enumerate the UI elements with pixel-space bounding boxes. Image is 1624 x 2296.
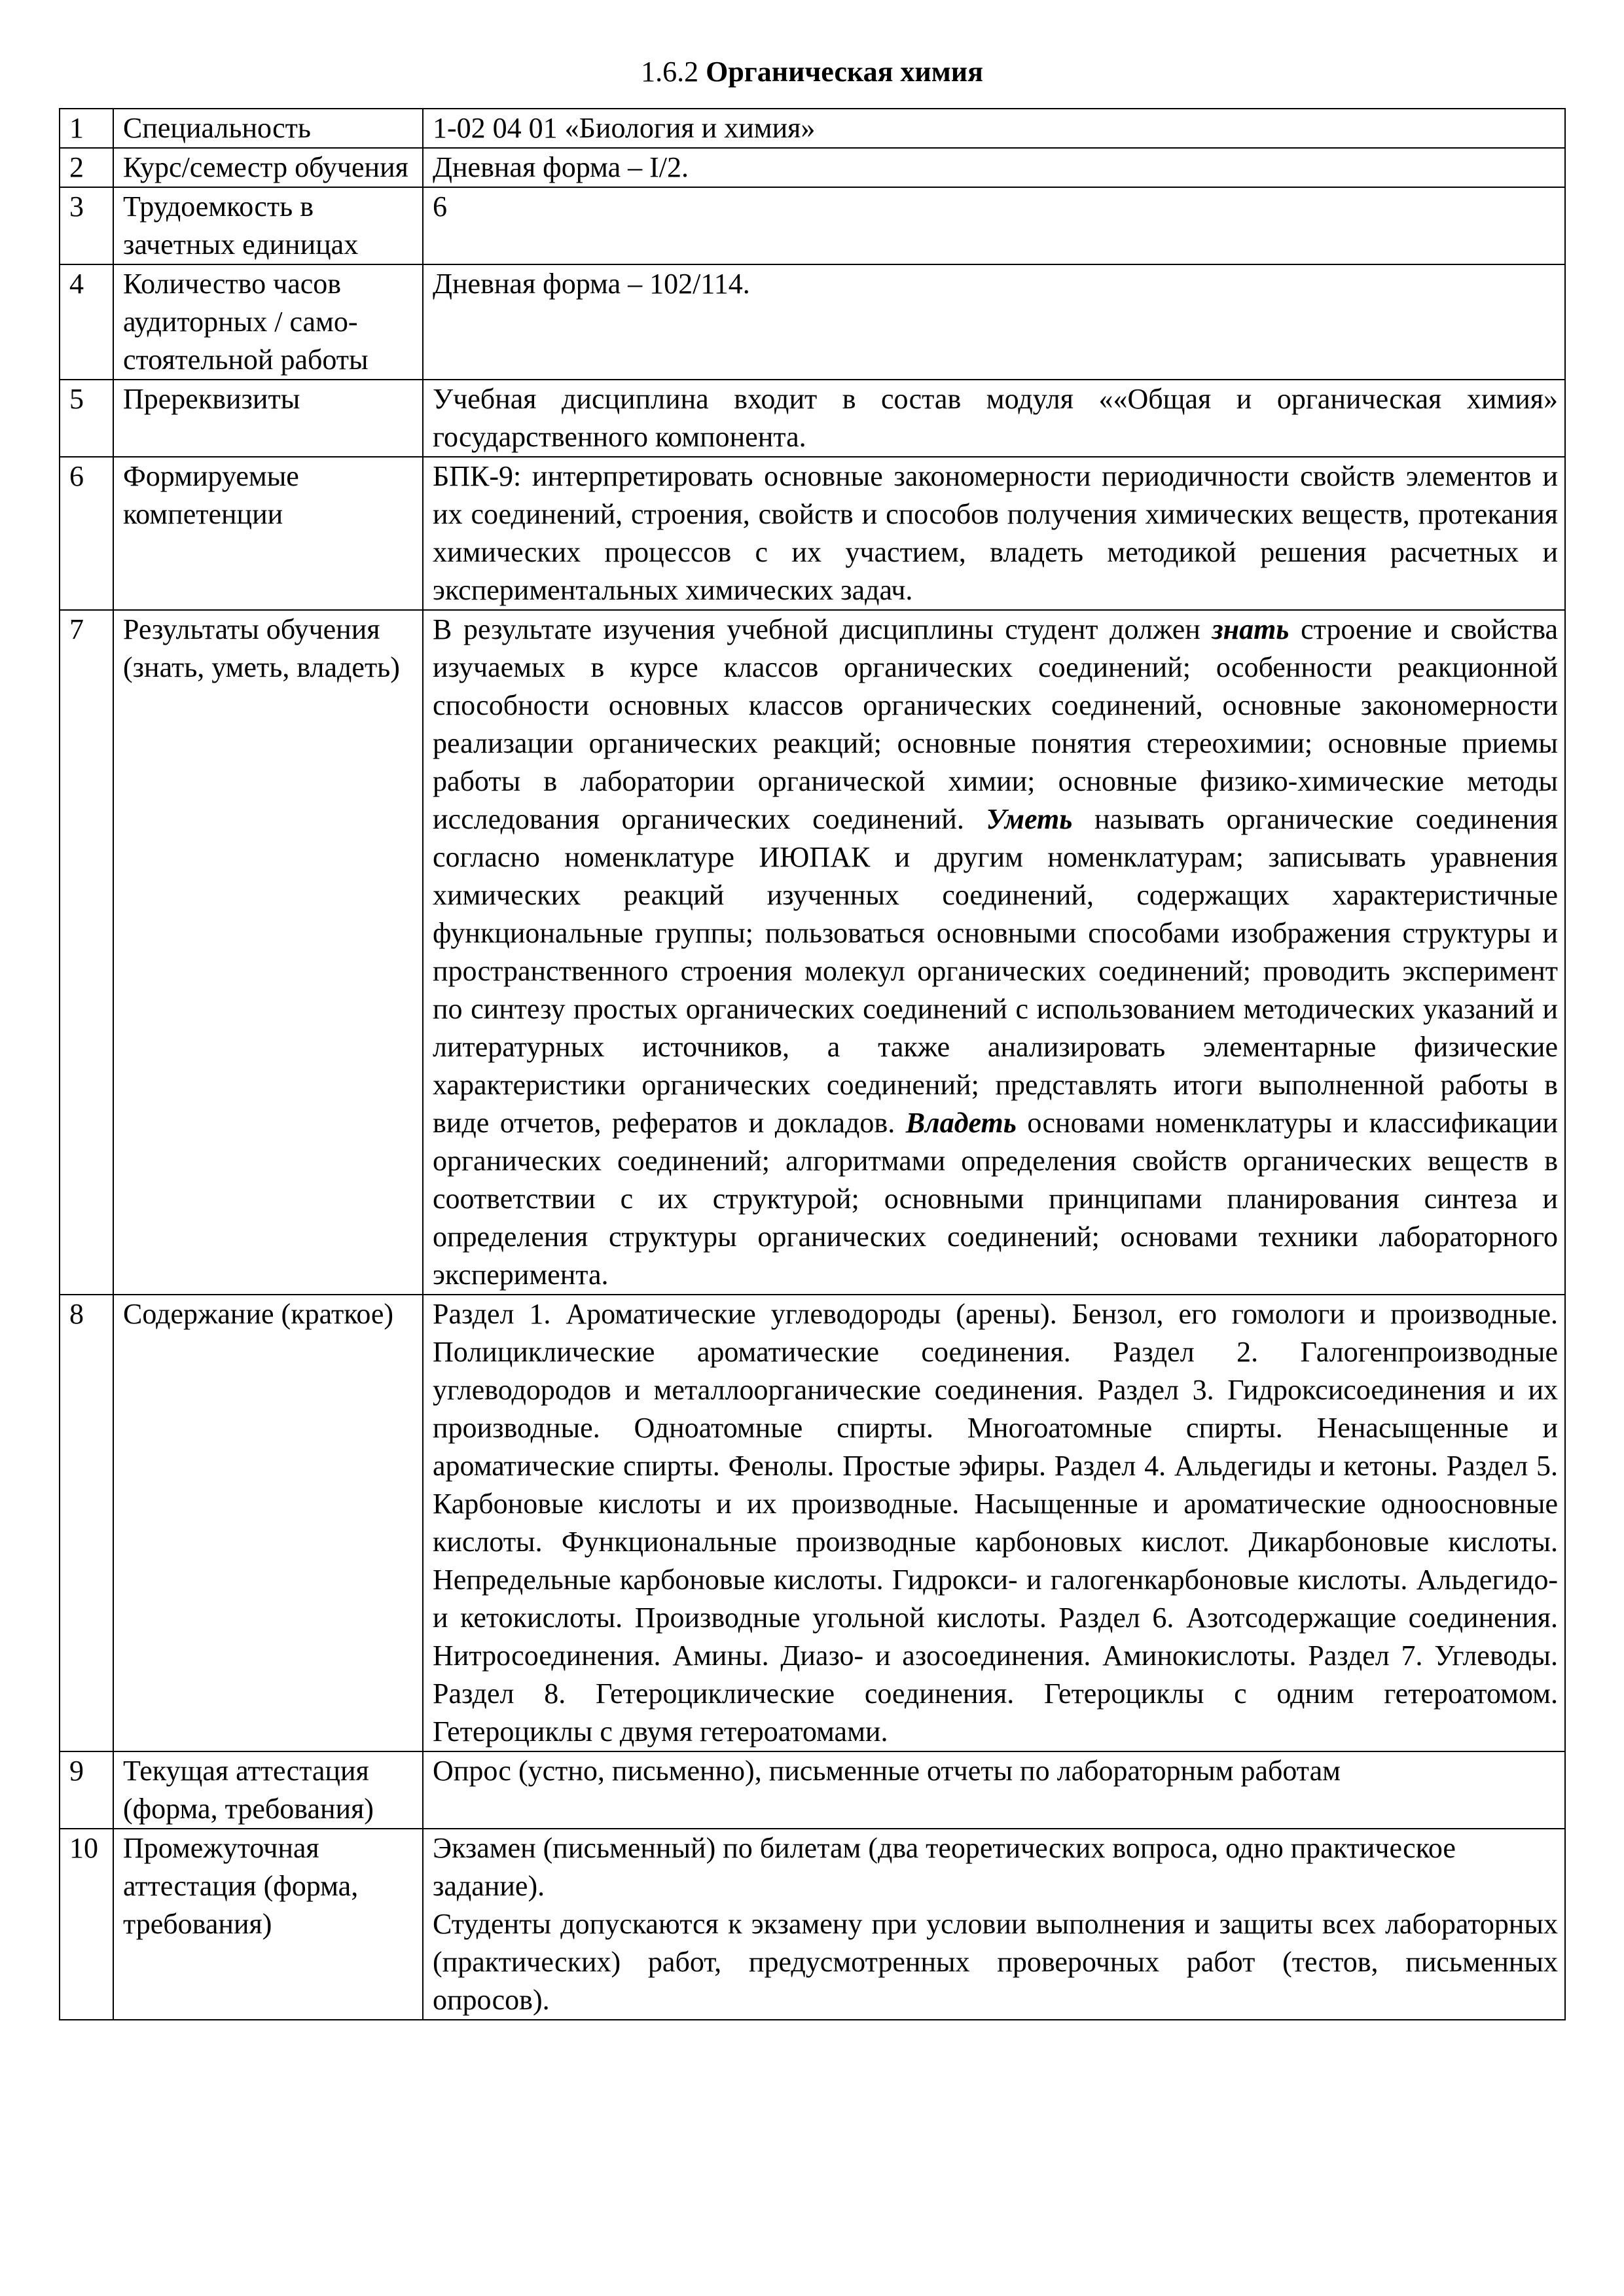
row-label: Содержание (краткое): [113, 1295, 423, 1751]
row-label: Специальность: [113, 109, 423, 148]
section-number: 1.6.2: [641, 56, 699, 88]
table-row: [60, 610, 1565, 1295]
row-content: [423, 380, 1565, 457]
content-paragraph: Экзамен (письменный) по билетам (два теоретических вопроса, одно практическое задание).: [433, 1832, 1456, 1902]
table-row: [60, 1295, 1565, 1751]
content-text: строение и свойства изучаемых в курсе классов органических соединений; особенности реакционной способности основных классов органических соединений, основные закономерности реализации органических реакций; основные понятия стереохимии; основные приемы работы в лаборатории органической химии; основные физико-химические методы исследования органических соединений.: [433, 613, 1558, 835]
row-content: [423, 1295, 1565, 1751]
row-content: [423, 457, 1565, 610]
content-text: В результате изучения учебной дисциплины студент должен: [433, 613, 1212, 645]
table-row: [60, 148, 1565, 187]
row-label: Формируемые компетенции: [113, 457, 423, 610]
emphasis-know: знать: [1212, 613, 1290, 645]
row-number: 10: [60, 1829, 113, 2020]
row-label: Результаты обучения (знать, уметь, владеть): [113, 610, 423, 1295]
row-number: 8: [60, 1295, 113, 1751]
row-content: [423, 1829, 1565, 2020]
row-label: Трудоемкость в зачетных единицах: [113, 187, 423, 264]
table-row: [60, 380, 1565, 457]
emphasis-master: Владеть: [905, 1107, 1017, 1139]
emphasis-can: Уметь: [986, 803, 1073, 835]
row-number: 6: [60, 457, 113, 610]
table-row: [60, 1751, 1565, 1829]
row-number: 9: [60, 1751, 113, 1829]
row-number: 4: [60, 264, 113, 380]
row-label: Промежуточная аттестация (форма, требования): [113, 1829, 423, 2020]
content-paragraph: Студенты допускаются к экзамену при условии выполнения и защиты всех лабораторных (практических) работ, предусмотренных проверочных работ (тестов, письменных опросов).: [433, 1908, 1558, 2016]
row-number: 2: [60, 148, 113, 187]
table-row: [60, 187, 1565, 264]
row-number: 3: [60, 187, 113, 264]
content-paragraph: Дневная форма – 102/114.: [433, 268, 750, 300]
row-content: [423, 109, 1565, 148]
content-paragraph: БПК-9: интерпретировать основные закономерности периодичности свойств элементов и их соединений, строения, свойств и способов получения химических веществ, протекания химических процессов с их участием, владеть методикой решения расчетных и экспериментальных химических задач.: [433, 460, 1558, 606]
content-paragraph: 1-02 04 01 «Биология и химия»: [433, 112, 816, 144]
table-row: [60, 264, 1565, 380]
content-paragraph: Учебная дисциплина входит в состав модуля ««Общая и органическая химия» государственного компонента.: [433, 383, 1558, 453]
table-row: [60, 109, 1565, 148]
content-text: называть органические соединения согласно номенклатуре ИЮПАК и другим номенклатурам; записывать уравнения химических реакций изученных соединений, содержащих характеристичные функциональные группы; пользоваться основными способами изображения структуры и пространственного строения молекул органических соединений; проводить эксперимент по синтезу простых органических соединений с использованием методических указаний и литературных источников, а также анализировать элементарные физические характеристики органических соединений; представлять итоги выполненной работы в виде отчетов, рефератов и докладов.: [433, 803, 1558, 1139]
row-label: Количество часов аудиторных / само-стоятельной работы: [113, 264, 423, 380]
content-text: основами номенклатуры и классификации органических соединений; алгоритмами определения свойств органических веществ в соответствии с их структурой; основными принципами планирования синтеза и определения структуры органических соединений; основами техники лабораторного эксперимента.: [433, 1107, 1558, 1291]
course-table: [59, 108, 1566, 2020]
row-content: [423, 148, 1565, 187]
row-label: Курс/семестр обучения: [113, 148, 423, 187]
content-paragraph: Опрос (устно, письменно), письменные отчеты по лабораторным работам: [433, 1755, 1341, 1787]
row-label: Текущая аттестация (форма, требования): [113, 1751, 423, 1829]
page-title: [0, 52, 1624, 92]
row-number: 5: [60, 380, 113, 457]
table-row: [60, 457, 1565, 610]
content-paragraph: Раздел 1. Ароматические углеводороды (арены). Бензол, его гомологи и производные. Полициклические ароматические соединения. Раздел 2. Галогенпроизводные углеводородов и металлоорганические соединения. Раздел 3. Гидроксисоединения и их производные. Одноатомные спирты. Многоатомные спирты. Ненасыщенные и ароматические спирты. Фенолы. Простые эфиры. Раздел 4. Альдегиды и кетоны. Раздел 5. Карбоновые кислоты и их производные. Насыщенные и ароматические одноосновные кислоты. Функциональные производные карбоновых кислот. Дикарбоновые кислоты. Непредельные карбоновые кислоты. Гидрокси- и галогенкарбоновые кислоты. Альдегидо- и кетокислоты. Производные угольной кислоты. Раздел 6. Азотсодержащие соединения. Нитросоединения. Амины. Диазо- и азосоединения. Аминокислоты. Раздел 7. Углеводы. Раздел 8. Гетероциклические соединения. Гетероциклы с одним гетероатомом. Гетероциклы с двумя гетероатомами.: [433, 1298, 1558, 1748]
content-paragraph: 6: [433, 190, 447, 223]
row-content: [423, 610, 1565, 1295]
section-title: Органическая химия: [706, 56, 983, 88]
table-row: [60, 1829, 1565, 2020]
content-paragraph: Дневная форма – I/2.: [433, 151, 689, 183]
row-content: [423, 1751, 1565, 1829]
row-content: [423, 187, 1565, 264]
row-label: Пререквизиты: [113, 380, 423, 457]
row-number: 7: [60, 610, 113, 1295]
row-number: 1: [60, 109, 113, 148]
row-content: [423, 264, 1565, 380]
